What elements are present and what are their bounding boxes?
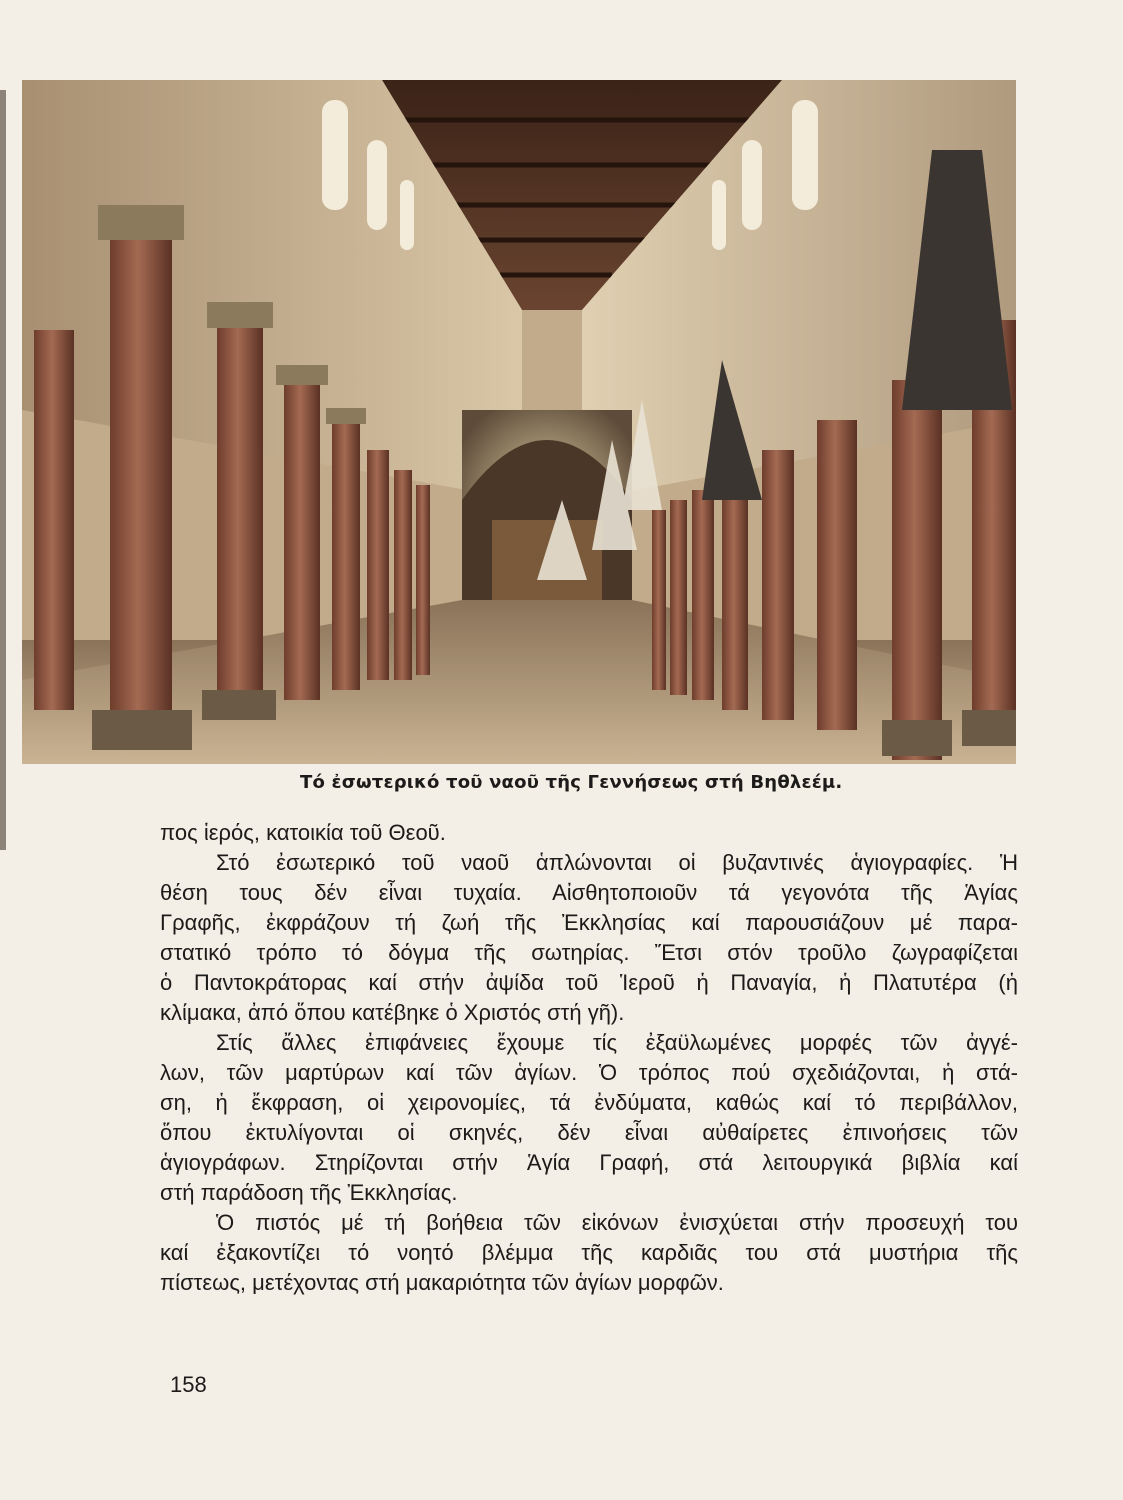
paragraph — [160, 818, 1018, 848]
text-line: θέση τους δέν εἶναι τυχαία. Αἰσθητοποιοῦν τά γεγονότα τῆς Ἁγίας — [160, 880, 1018, 905]
text-line: Στό ἐσωτερικό τοῦ ναοῦ ἁπλώνονται οἱ βυζαντινές ἁγιογραφίες. Ἡ — [216, 850, 1018, 875]
page-edge-shadow — [0, 90, 6, 850]
text-line: κλίμακα, ἀπό ὅπου κατέβηκε ὁ Χριστός στή γῆ). — [160, 1000, 625, 1025]
text-line: ὅπου ἐκτυλίγονται οἱ σκηνές, δέν εἶναι αὐθαίρετες ἐπινοήσεις τῶν — [160, 1120, 1018, 1145]
paragraph — [160, 1028, 1018, 1208]
church-interior-photo — [22, 80, 1016, 764]
text-line: λων, τῶν μαρτύρων καί τῶν ἁγίων. Ὁ τρόπος πού σχεδιάζονται, ἡ στά- — [160, 1060, 1018, 1085]
paragraph — [160, 1208, 1018, 1298]
text-line: καί ἐξακοντίζει τό νοητό βλέμμα τῆς καρδιᾶς του στά μυστήρια τῆς — [160, 1240, 1018, 1265]
text-line: πος ἱερός, κατοικία τοῦ Θεοῦ. — [160, 820, 446, 845]
text-line: Γραφῆς, ἐκφράζουν τή ζωή τῆς Ἐκκλησίας καί παρουσιάζουν μέ παρα- — [160, 910, 1018, 935]
text-line: Ὁ πιστός μέ τή βοήθεια τῶν εἰκόνων ἐνισχύεται στήν προσευχή του — [216, 1210, 1018, 1235]
text-line: ὁ Παντοκράτορας καί στήν ἀψίδα τοῦ Ἱεροῦ ἡ Παναγία, ἡ Πλατυτέρα (ἡ — [160, 970, 1018, 995]
text-line: ση, ἡ ἔκφραση, οἱ χειρονομίες, τά ἐνδύματα, καθώς καί τό περιβάλλον, — [160, 1090, 1018, 1115]
body-text — [160, 818, 1018, 1298]
text-line: πίστεως, μετέχοντας στή μακαριότητα τῶν ἁγίων μορφῶν. — [160, 1270, 724, 1295]
text-line: στή παράδοση τῆς Ἐκκλησίας. — [160, 1180, 458, 1205]
paragraph — [160, 848, 1018, 1028]
text-line: ἁγιογράφων. Στηρίζονται στήν Ἁγία Γραφή, στά λειτουργικά βιβλία καί — [160, 1150, 1018, 1175]
page-number: 158 — [170, 1372, 207, 1397]
text-line: στατικό τρόπο τό δόγμα τῆς σωτηρίας. Ἔτσι στόν τροῦλο ζωγραφίζεται — [160, 940, 1018, 965]
text-line: Στίς ἄλλες ἐπιφάνειες ἔχουμε τίς ἐξαϋλωμένες μορφές τῶν ἀγγέ- — [216, 1030, 1018, 1055]
photo-caption: Τό ἐσωτερικό τοῦ ναοῦ τῆς Γεννήσεως στή Βηθλεέμ. — [300, 772, 843, 793]
